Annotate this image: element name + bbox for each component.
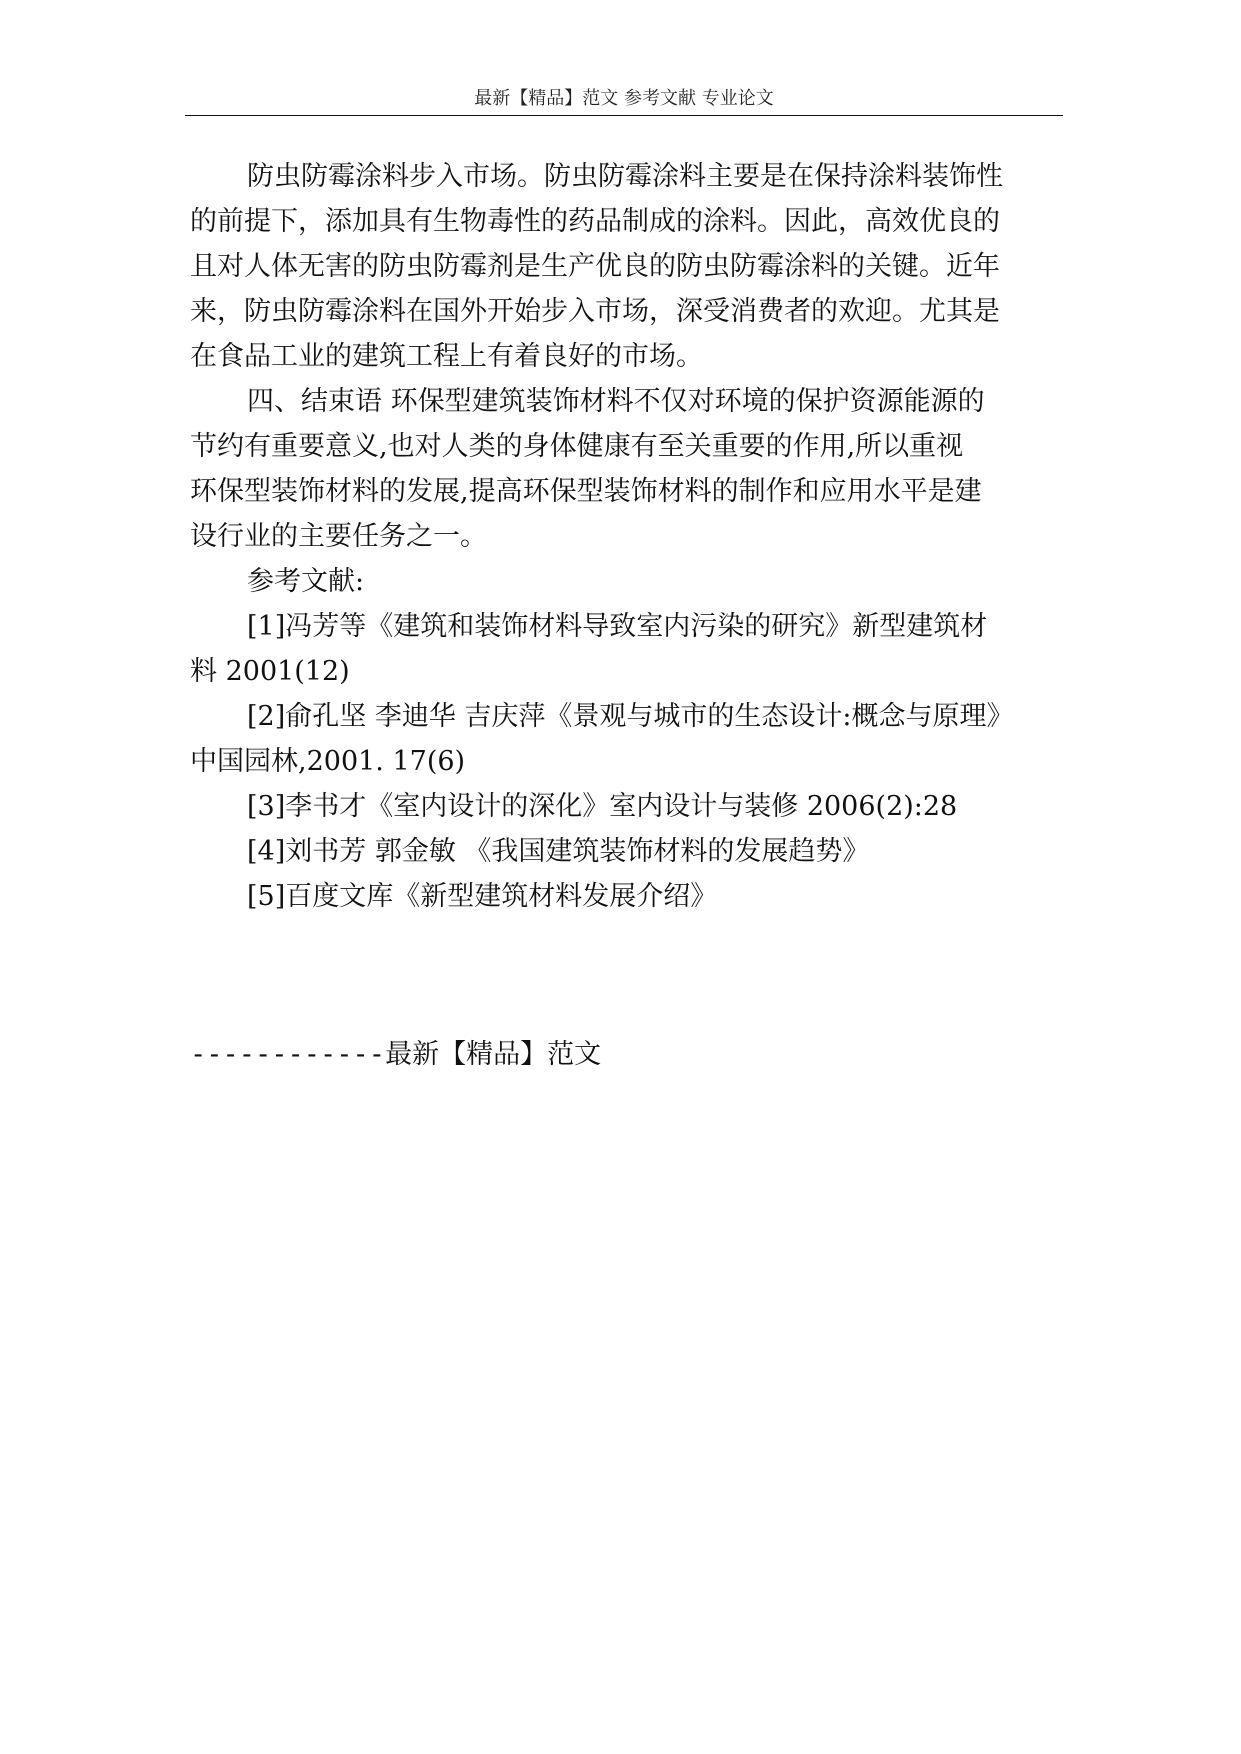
text-line: 且对人体无害的防虫防霉剂是生产优良的防虫防霉涂料的关键。近年 — [190, 251, 1000, 282]
text-line: 来，防虫防霉涂料在国外开始步入市场，深受消费者的欢迎。尤其是 — [190, 296, 1000, 327]
text-line: 设行业的主要任务之一。 — [190, 521, 487, 552]
text-line: 节约有重要意义,也对人类的身体健康有至关重要的作用,所以重视 — [190, 431, 964, 462]
text-line: 环保型装饰材料的发展,提高环保型装饰材料的制作和应用水平是建 — [190, 476, 982, 507]
text-line: [3]李书才《室内设计的深化》室内设计与装修 2006(2):28 — [247, 791, 958, 822]
footer-text: 最新【精品】范文 — [385, 1039, 602, 1070]
text-line: 料 2001(12) — [190, 656, 350, 687]
text-line: [1]冯芳等《建筑和装饰材料导致室内污染的研究》新型建筑材 — [247, 611, 988, 642]
body-paragraph-1 — [190, 154, 1065, 379]
header-divider — [185, 115, 1063, 116]
footer-dashes: ------------ — [190, 1039, 386, 1070]
body-paragraph-conclusion — [190, 379, 1065, 559]
reference-item-5 — [190, 874, 1065, 919]
reference-item-3 — [190, 784, 1065, 829]
text-line: 防虫防霉涂料步入市场。防虫防霉涂料主要是在保持涂料装饰性 — [247, 161, 1003, 192]
reference-item-4 — [190, 829, 1065, 874]
reference-item-2 — [190, 694, 1065, 784]
text-line: 的前提下，添加具有生物毒性的药品制成的涂料。因此，高效优良的 — [190, 206, 1000, 237]
text-line: 四、结束语 环保型建筑装饰材料不仅对环境的保护资源能源的 — [247, 386, 985, 417]
text-line: 中国园林,2001. 17(6) — [190, 746, 466, 777]
text-line: [2]俞孔坚 李迪华 吉庆萍《景观与城市的生态设计:概念与原理》 — [247, 701, 1014, 732]
page-content — [190, 154, 1065, 919]
text-line: [4]刘书芳 郭金敏 《我国建筑装饰材料的发展趋势》 — [247, 836, 870, 867]
reference-item-1 — [190, 604, 1065, 694]
text-line: 在食品工业的建筑工程上有着良好的市场。 — [190, 341, 703, 372]
page-header: 最新【精品】范文 参考文献 专业论文 — [474, 88, 774, 109]
references-heading: 参考文献: — [247, 566, 365, 597]
page-footer — [190, 1035, 601, 1075]
text-line: [5]百度文库《新型建筑材料发展介绍》 — [247, 881, 718, 912]
